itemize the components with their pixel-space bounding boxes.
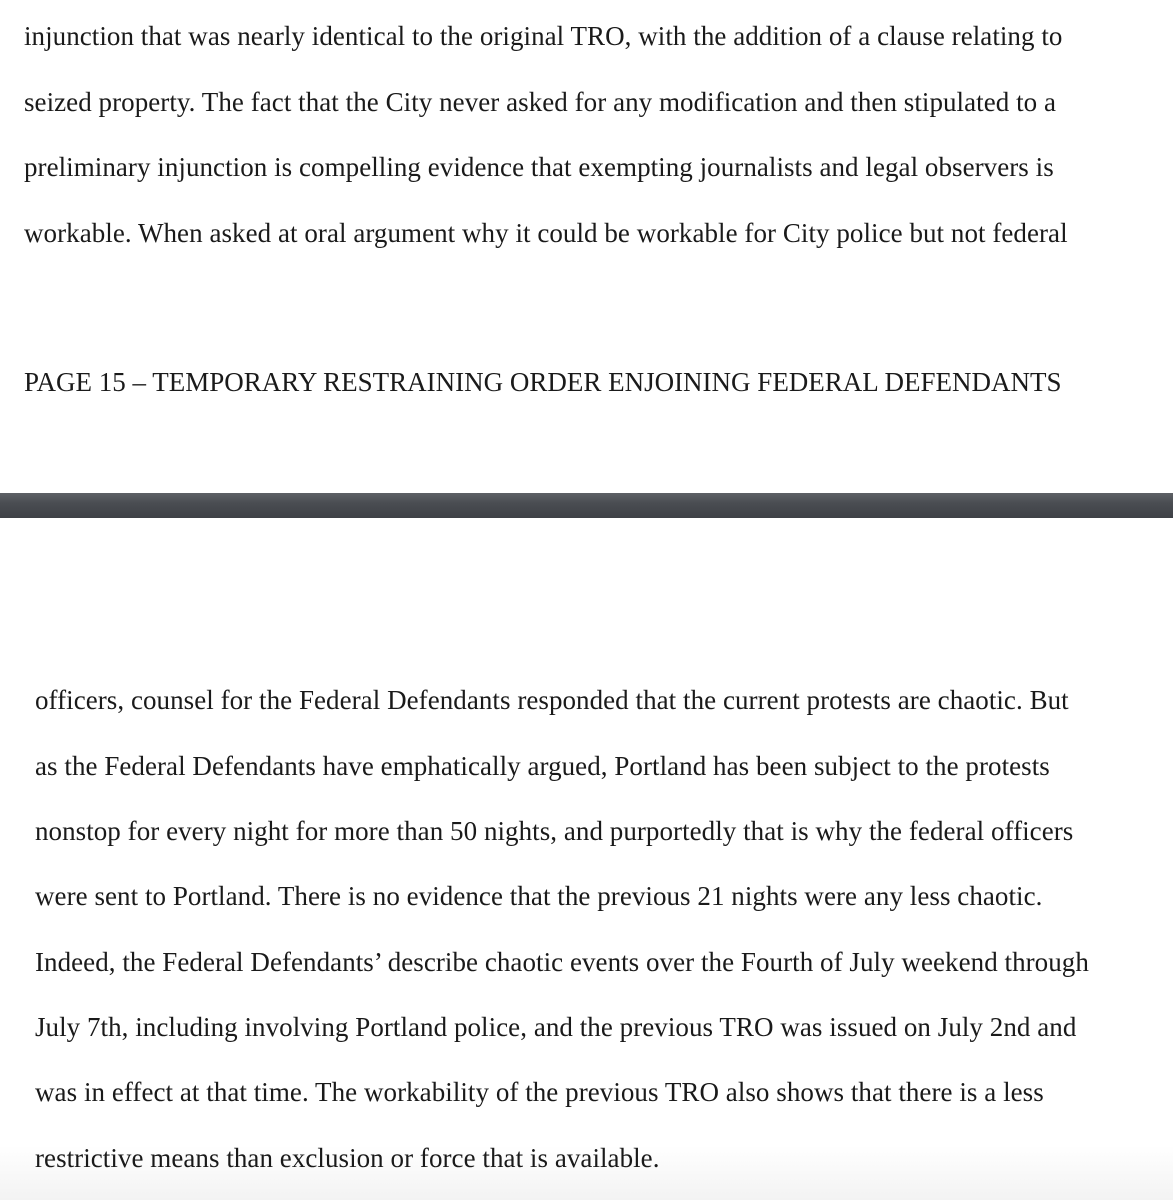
body-text-line: officers, counsel for the Federal Defendants responded that the current protests are chaotic. But <box>35 685 1069 715</box>
body-text-line: preliminary injunction is compelling evidence that exempting journalists and legal observers is <box>24 152 1054 182</box>
page-separator <box>0 493 1173 518</box>
body-text-line: was in effect at that time. The workability of the previous TRO also shows that there is a less <box>35 1077 1044 1107</box>
body-text-line: Indeed, the Federal Defendants’ describe chaotic events over the Fourth of July weekend through <box>35 947 1089 977</box>
body-text-line: July 7th, including involving Portland police, and the previous TRO was issued on July 2nd and <box>35 1012 1077 1042</box>
document-page-16 <box>0 518 1173 1200</box>
body-text-line: as the Federal Defendants have emphatically argued, Portland has been subject to the protests <box>35 751 1050 781</box>
body-text-line: were sent to Portland. There is no evidence that the previous 21 nights were any less chaotic. <box>35 881 1043 911</box>
body-text-line: nonstop for every night for more than 50 nights, and purportedly that is why the federal officers <box>35 816 1074 846</box>
body-text-line: seized property. The fact that the City never asked for any modification and then stipulated to a <box>24 87 1057 117</box>
body-text-line: restrictive means than exclusion or force that is available. <box>35 1143 660 1173</box>
body-text-line: workable. When asked at oral argument why it could be workable for City police but not federal <box>24 218 1068 248</box>
document-page-15 <box>0 0 1173 493</box>
page-footer: PAGE 15 – TEMPORARY RESTRAINING ORDER ENJOINING FEDERAL DEFENDANTS <box>24 367 1062 397</box>
body-text-line: injunction that was nearly identical to the original TRO, with the addition of a clause relating to <box>24 21 1063 51</box>
